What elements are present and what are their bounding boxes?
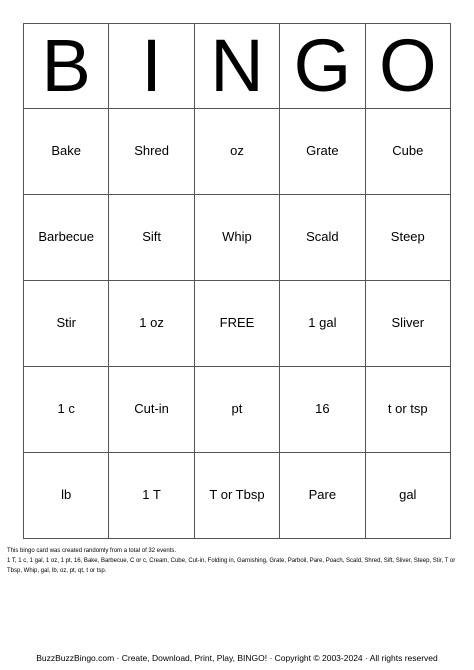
bingo-header-row	[24, 24, 451, 109]
bingo-row	[24, 367, 451, 453]
bingo-cell: Stir	[24, 281, 109, 367]
bingo-cell: Shred	[109, 109, 194, 195]
card-info-summary: This bingo card was created randomly from a total of 32 events.	[7, 548, 177, 554]
bingo-cell: lb	[24, 453, 109, 539]
bingo-cell: Sift	[109, 195, 194, 281]
bingo-row	[24, 453, 451, 539]
header-letter-g: G	[280, 24, 365, 109]
bingo-cell: Steep	[365, 195, 450, 281]
bingo-card	[23, 23, 451, 539]
header-letter-o: O	[365, 24, 450, 109]
bingo-cell: oz	[194, 109, 279, 195]
bingo-cell: T or Tbsp	[194, 453, 279, 539]
bingo-cell: 16	[280, 367, 365, 453]
bingo-row	[24, 195, 451, 281]
bingo-cell: Pare	[280, 453, 365, 539]
bingo-cell: t or tsp	[365, 367, 450, 453]
bingo-row	[24, 281, 451, 367]
bingo-cell: pt	[194, 367, 279, 453]
bingo-cell: Bake	[24, 109, 109, 195]
bingo-cell: Whip	[194, 195, 279, 281]
bingo-cell-free: FREE	[194, 281, 279, 367]
bingo-cell: Grate	[280, 109, 365, 195]
bingo-cell: gal	[365, 453, 450, 539]
header-letter-b: B	[24, 24, 109, 109]
bingo-cell: 1 gal	[280, 281, 365, 367]
bingo-cell: Scald	[280, 195, 365, 281]
bingo-cell: Barbecue	[24, 195, 109, 281]
bingo-cell: 1 oz	[109, 281, 194, 367]
header-letter-n: N	[194, 24, 279, 109]
card-info-event-list: 1 T, 1 c, 1 gal, 1 oz, 1 pt, 16, Bake, Barbecue, C or c, Cream, Cube, Cut-in, Folding in, Garnishing, Grate, Parboil, Pare, Poach, Scald, Shred, Sift, Sliver, Steep, Stir, T or Tbsp, Whip, gal, lb, oz, pt, qt, t or tsp.	[7, 558, 456, 574]
bingo-row	[24, 109, 451, 195]
page-footer: BuzzBuzzBingo.com · Create, Download, Print, Play, BINGO! · Copyright © 2003-2024 · All rights reserved	[36, 653, 438, 663]
header-letter-i: I	[109, 24, 194, 109]
card-info-note	[7, 546, 467, 576]
bingo-cell: Cut-in	[109, 367, 194, 453]
bingo-cell: Sliver	[365, 281, 450, 367]
bingo-cell: 1 T	[109, 453, 194, 539]
bingo-cell: 1 c	[24, 367, 109, 453]
bingo-cell: Cube	[365, 109, 450, 195]
